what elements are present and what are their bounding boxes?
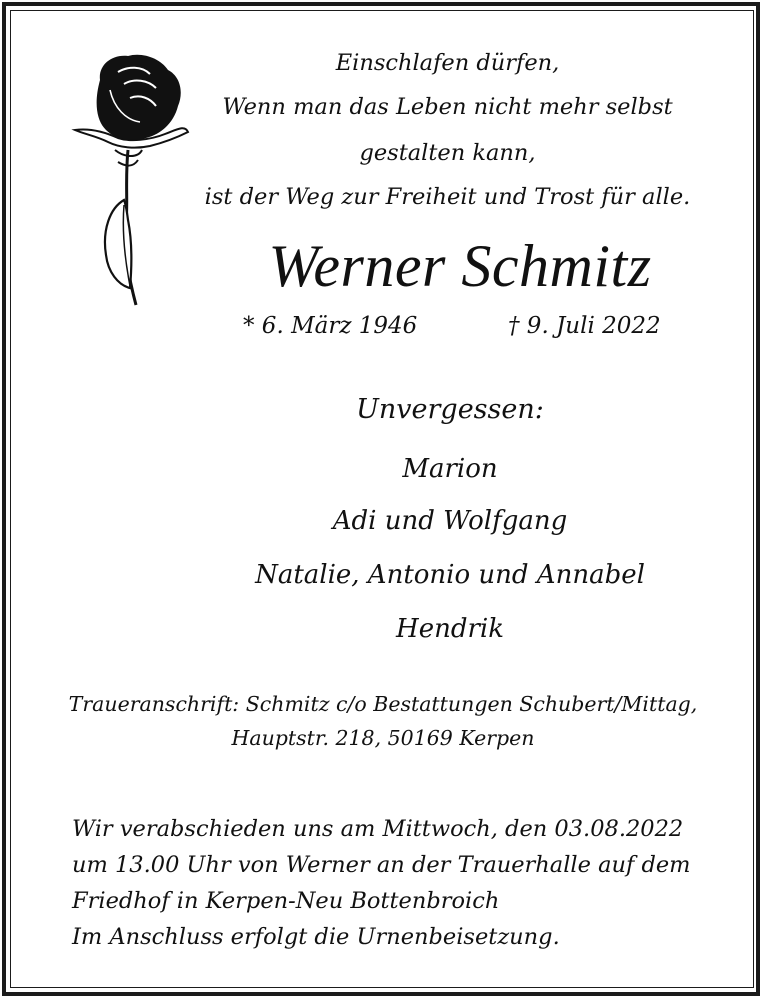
address-line: Hauptstr. 218, 50169 Kerpen — [231, 726, 535, 750]
death-date: † 9. Juli 2022 — [508, 313, 661, 339]
poem-line: Wenn man das Leben nicht mehr selbst — [222, 94, 673, 120]
mourner-name: Adi und Wolfgang — [332, 506, 568, 536]
mourner-name: Natalie, Antonio und Annabel — [255, 560, 645, 590]
mourner-name: Hendrik — [396, 614, 504, 644]
mourners-heading: Unvergessen: — [356, 394, 544, 425]
poem-line: ist der Weg zur Freiheit und Trost für alle. — [204, 184, 691, 210]
address-line: Traueranschrift: Schmitz c/o Bestattungen Schubert/Mittag, — [68, 692, 698, 716]
birth-date: * 6. März 1946 — [243, 313, 418, 339]
ceremony-line: Wir verabschieden uns am Mittwoch, den 03.08.2022 — [72, 816, 684, 842]
ceremony-line: Im Anschluss erfolgt die Urnenbeisetzung. — [72, 924, 560, 950]
deceased-name: Werner Schmitz — [268, 233, 652, 299]
poem-line: Einschlafen dürfen, — [335, 50, 560, 76]
ceremony-line: um 13.00 Uhr von Werner an der Trauerhalle auf dem — [72, 852, 691, 878]
rose-icon — [70, 50, 195, 315]
ceremony-line: Friedhof in Kerpen-Neu Bottenbroich — [72, 888, 500, 914]
mourner-name: Marion — [402, 454, 498, 484]
poem-line: gestalten kann, — [359, 140, 536, 166]
